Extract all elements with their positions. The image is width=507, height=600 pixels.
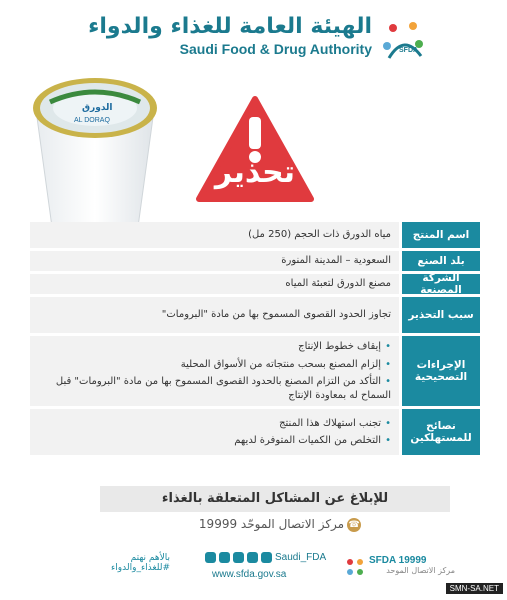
row-value	[30, 222, 399, 248]
watermark: SMN-SA.NET	[446, 583, 503, 594]
row-value	[30, 297, 399, 333]
row-label: نصائح للمستهلكين	[402, 409, 480, 455]
row-value-line: • تجنب استهلاك هذا المنتج	[38, 417, 391, 431]
footer-sfda-center: مركز الاتصال الموحد	[386, 566, 455, 575]
contact-center	[190, 517, 370, 532]
table-row	[30, 409, 480, 455]
row-value-line: مصنع الدورق لتعبئة المياه	[285, 278, 391, 290]
row-label: بلد الصنع	[402, 251, 480, 271]
warning-title: تحذير	[214, 155, 296, 190]
footer-sfda-contact	[345, 555, 455, 575]
contact-center-text: مركز الاتصال الموحّد 19999	[198, 517, 345, 531]
logo-text: SFDA	[399, 47, 419, 54]
info-table	[30, 222, 480, 458]
table-row	[30, 297, 480, 333]
header	[52, 14, 372, 57]
row-label: سبب التحذير	[402, 297, 480, 333]
cup-lid-text-en: AL DORAQ	[74, 117, 110, 124]
row-value	[30, 336, 399, 406]
website-link[interactable]: www.sfda.gov.sa	[212, 569, 287, 580]
row-value-line: • إيقاف خطوط الإنتاج	[38, 340, 391, 354]
row-value-line: تجاوز الحدود القصوى المسموح بها من مادة "البرومات"	[161, 309, 391, 321]
row-value-line: • التأكد من التزام المصنع بالحدود القصوى المسموح بها من مادة "البرومات" قبل السماح له بمعاودة الإنتاج	[38, 375, 391, 402]
table-row	[30, 274, 480, 294]
row-value-line: • التخلص من الكميات المتوفرة لديهم	[38, 434, 391, 448]
phone-icon: ☎	[348, 519, 360, 530]
row-label: اسم المنتج	[402, 222, 480, 248]
row-value	[30, 274, 399, 294]
row-value-line: مياه الدورق ذات الحجم (250 مل)	[248, 229, 391, 241]
cup-lid-text-ar: الدورق	[82, 103, 113, 113]
table-row	[30, 222, 480, 248]
sfda-dots-icon	[345, 557, 365, 577]
facebook-icon[interactable]	[261, 552, 272, 563]
row-value	[30, 409, 399, 455]
snapchat-icon[interactable]	[205, 552, 216, 563]
table-row	[30, 336, 480, 406]
row-label: الشركة المصنعة	[402, 274, 480, 294]
slogan-line2: #للغذاء_والدواء	[111, 563, 170, 573]
instagram-icon[interactable]	[247, 552, 258, 563]
sfda-logo-icon	[379, 18, 429, 68]
slogan-line1: بالأهم نهتم	[130, 553, 170, 563]
footer-slogan	[110, 553, 170, 573]
twitter-icon[interactable]	[219, 552, 230, 563]
footer-sfda-number: SFDA 19999	[369, 555, 427, 566]
youtube-icon[interactable]	[233, 552, 244, 563]
report-banner: للإبلاغ عن المشاكل المتعلقة بالغذاء	[100, 486, 450, 512]
row-label: الإجراءات التصحيحية	[402, 336, 480, 406]
row-value	[30, 251, 399, 271]
row-value-line: السعودية – المدينة المنورة	[281, 255, 391, 267]
social-handle[interactable]: Saudi_FDA	[275, 552, 327, 563]
social-links	[205, 552, 326, 563]
authority-name-en: Saudi Food & Drug Authority	[179, 41, 372, 57]
row-value-line: • إلزام المصنع بسحب منتجاته من الأسواق المحلية	[38, 358, 391, 372]
table-row	[30, 251, 480, 271]
product-cup-image	[30, 72, 160, 232]
authority-name-ar: الهيئة العامة للغذاء والدواء	[88, 14, 372, 39]
